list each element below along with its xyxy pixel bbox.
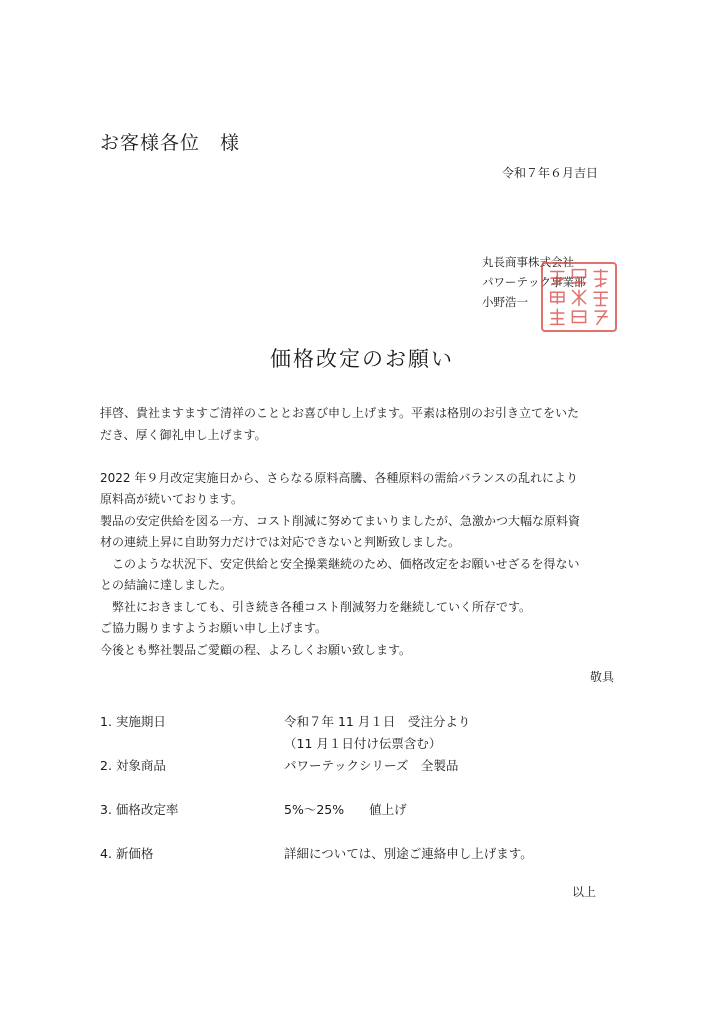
body-line: 原料高が続いております。 bbox=[100, 492, 244, 506]
item-label-rate: 3. 価格改定率 bbox=[100, 802, 179, 817]
item-note-date: （11 月１日付け伝票含む） bbox=[284, 736, 442, 751]
item-label-date: 1. 実施期日 bbox=[100, 714, 166, 729]
item-value-products: パワーテックシリーズ 全製品 bbox=[284, 758, 459, 773]
body-line: このような状況下、安定供給と安全操業継続のため、価格改定をお願いせざるを得ない bbox=[100, 556, 580, 571]
closing-word: 敬具 bbox=[589, 670, 614, 684]
greeting-line: 拝啓、貴社ますますご清祥のこととお喜び申し上げます。平素は格別のお引き立てをいた bbox=[100, 406, 580, 420]
item-label-new-price: 4. 新価格 bbox=[100, 846, 154, 861]
body-line: との結論に達しました。 bbox=[100, 578, 233, 592]
sender-company: 丸長商事株式会社 bbox=[482, 255, 574, 269]
body-line: ご協力賜りますようお願い申し上げます。 bbox=[100, 621, 328, 635]
body-line: 弊社におきましても、引き続き各種コスト削減努力を継続していく所存です。 bbox=[100, 599, 532, 614]
body-line: 今後とも弊社製品ご愛顧の程、よろしくお願い致します。 bbox=[100, 642, 412, 657]
item-label-products: 2. 対象商品 bbox=[100, 758, 166, 773]
seal-mark-icon bbox=[543, 264, 615, 330]
addressee: お客様各位 様 bbox=[100, 132, 241, 154]
sender-person: 小野浩一 bbox=[482, 295, 528, 309]
body-line: 製品の安定供給を図る一方、コスト削減に努めてまいりましたが、急激かつ大幅な原料資 bbox=[100, 513, 581, 528]
item-value-rate: 5%～25% 値上げ bbox=[284, 802, 407, 817]
end-mark: 以上 bbox=[571, 885, 596, 899]
letter-body bbox=[100, 403, 630, 661]
body-line: 2022 年９月改定実施日から、さらなる原料高騰、各種原料の需給バランスの乱れにより bbox=[100, 470, 578, 485]
item-value-date: 令和７年 11 月１日 受注分より bbox=[284, 714, 471, 729]
item-value-new-price: 詳細については、別途ご連絡申し上げます。 bbox=[284, 846, 533, 861]
issue-date: 令和７年６月吉日 bbox=[501, 166, 598, 180]
company-seal bbox=[541, 262, 617, 332]
sender-division: パワーテック事業部 bbox=[482, 275, 586, 289]
greeting-line: だき、厚く御礼申し上げます。 bbox=[100, 427, 267, 442]
document-title: 価格改定のお願い bbox=[270, 347, 454, 371]
body-line: 材の連続上昇に自助努力だけでは対応できないと判断致しました。 bbox=[100, 535, 461, 549]
